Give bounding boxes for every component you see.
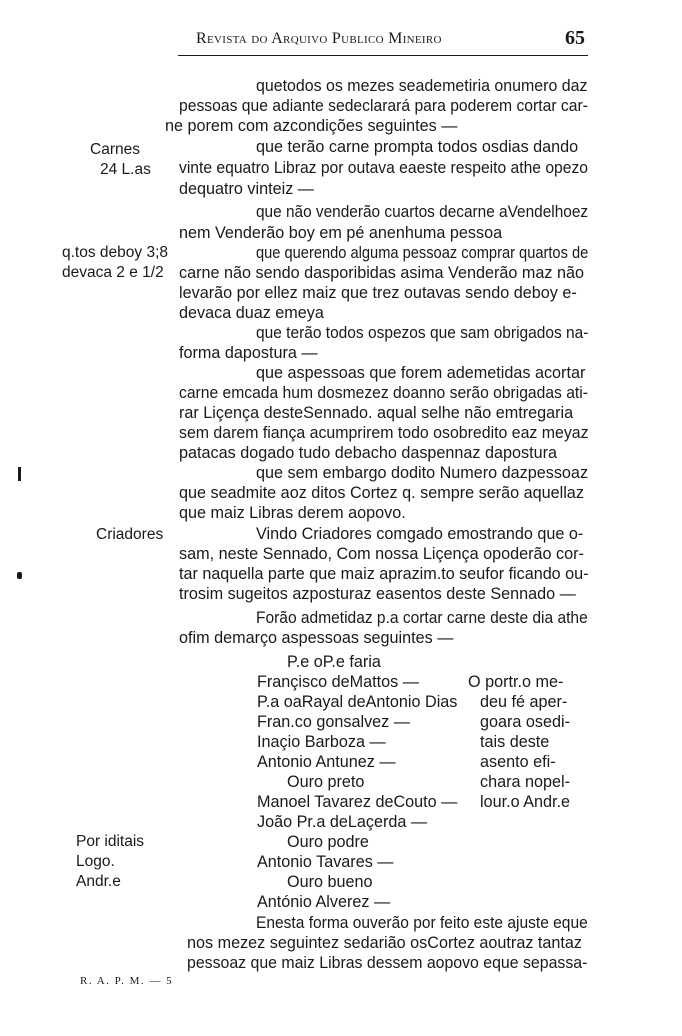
name-entry: João Pr.a deLaçerda — (257, 813, 428, 831)
text-line: pessoaz que maiz Libras dessem aopovo eque sepassa- (187, 954, 588, 972)
text-line: que sem embargo dodito Numero dazpessoaz (256, 464, 589, 482)
text-line: que não venderão cuartos decarne aVendelhoez (256, 203, 589, 221)
text-line: que terão carne prompta todos osdias dando (256, 138, 579, 156)
text-line: pessoas que adiante sedeclarará para poderem cortar car- (179, 97, 588, 115)
name-entry: Antonio Tavares — (257, 853, 394, 871)
text-line: sam, neste Sennado, Com nossa Liçença opoderão cor- (179, 545, 584, 563)
name-entry: P.a oaRayal deAntonio Dias (257, 693, 458, 711)
margin-note-andr: Andr.e (76, 873, 121, 890)
text-line: vinte equatro Libraz por outava eaeste respeito athe opezo (179, 159, 589, 177)
text-line: dequatro vinteiz — (179, 180, 314, 198)
side-note-line: O portr.o me- (468, 673, 564, 691)
name-entry: António Alverez — (257, 893, 391, 911)
name-entry: Inaçio Barboza — (257, 733, 386, 751)
text-line: levarão por ellez maiz que trez outavas sendo deboy e- (179, 284, 577, 302)
side-note-line: tais deste (480, 733, 550, 751)
text-line: sem darem fiança acumprirem todo osobredito eaz meyaz (179, 424, 589, 442)
text-line: rar Liçença desteSennado. aqual selhe não emtregaria (179, 404, 574, 422)
text-line: que seadmite aoz ditos Cortez q. sempre serão aquellaz (179, 484, 584, 502)
header-rule (178, 55, 588, 56)
side-note-line: asento efi- (480, 753, 556, 771)
name-entry: Ouro bueno (287, 873, 373, 891)
text-line: tar naquella parte que maiz aprazim.to seufor ficando ou- (179, 565, 589, 583)
margin-note-devaca: devaca 2 e 1/2 (62, 264, 164, 281)
side-note-line: lour.o Andr.e (480, 793, 571, 811)
text-line: quetodos os mezes seademetiria onumero daz (256, 77, 588, 95)
text-line: patacas dogado tudo debacho daspennaz dapostura (179, 444, 558, 462)
name-entry: Fran.co gonsalvez — (257, 713, 410, 731)
text-line: que maiz Libras derem aopovo. (179, 504, 406, 522)
side-note-line: chara nopel- (480, 773, 570, 791)
footer-signature: R. A. P. M. — 5 (80, 975, 174, 987)
side-note-line: deu fé aper- (480, 693, 568, 711)
text-line: ne porem com azcondições seguintes — (165, 117, 458, 135)
margin-note-carnes: Carnes (90, 141, 140, 158)
name-entry: Ouro preto (287, 773, 365, 791)
text-line: forma dapostura — (179, 344, 318, 362)
text-line: ofim demarço aspessoas seguintes — (179, 629, 454, 647)
margin-note-por-iditais: Por iditais (76, 833, 145, 850)
text-line: que terão todos ospezos que sam obrigados na- (256, 324, 589, 342)
text-line: carne emcada hum dosmezez doanno serão obrigadas ati- (179, 384, 588, 402)
name-entry: P.e oP.e faria (287, 653, 381, 671)
name-entry: Antonio Antunez — (257, 753, 396, 771)
name-entry: Manoel Tavarez deCouto — (257, 793, 458, 811)
side-note-line: goara osedi- (480, 713, 570, 731)
margin-note-deboy: q.tos deboy 3;8 (62, 244, 168, 261)
text-line: que querendo alguma pessoaz comprar quartos de (256, 244, 589, 262)
text-line: que aspessoas que forem ademetidas acortar (256, 364, 586, 382)
running-header: Revista do Arquivo Publico Mineiro (196, 30, 442, 47)
text-line: Vindo Criadores comgado emostrando que o- (256, 525, 584, 543)
text-line: Enesta forma ouverão por feito este ajuste eque (256, 914, 588, 932)
page-number: 65 (565, 27, 585, 49)
text-line: nem Venderão boy em pé anenhuma pessoa (179, 224, 503, 242)
text-line: nos mezez seguintez sedarião osCortez aoutraz tantaz (187, 934, 583, 952)
text-line: devaca duaz emeya (179, 304, 324, 322)
text-line: Forão admetidaz p.a cortar carne deste dia athe (256, 609, 588, 627)
margin-note-logo: Logo. (76, 853, 115, 870)
text-line: carne não sendo dasporibidas asima Venderão maz não (179, 264, 584, 282)
name-entry: Ouro podre (287, 833, 369, 851)
margin-mark (18, 467, 21, 481)
margin-note-criadores: Criadores (96, 526, 164, 543)
name-entry: Françisco deMattos — (257, 673, 419, 691)
margin-note-libras: 24 L.as (100, 161, 151, 178)
margin-mark (17, 572, 22, 579)
text-line: trosim sugeitos azposturaz easentos deste Sennado — (179, 585, 576, 603)
